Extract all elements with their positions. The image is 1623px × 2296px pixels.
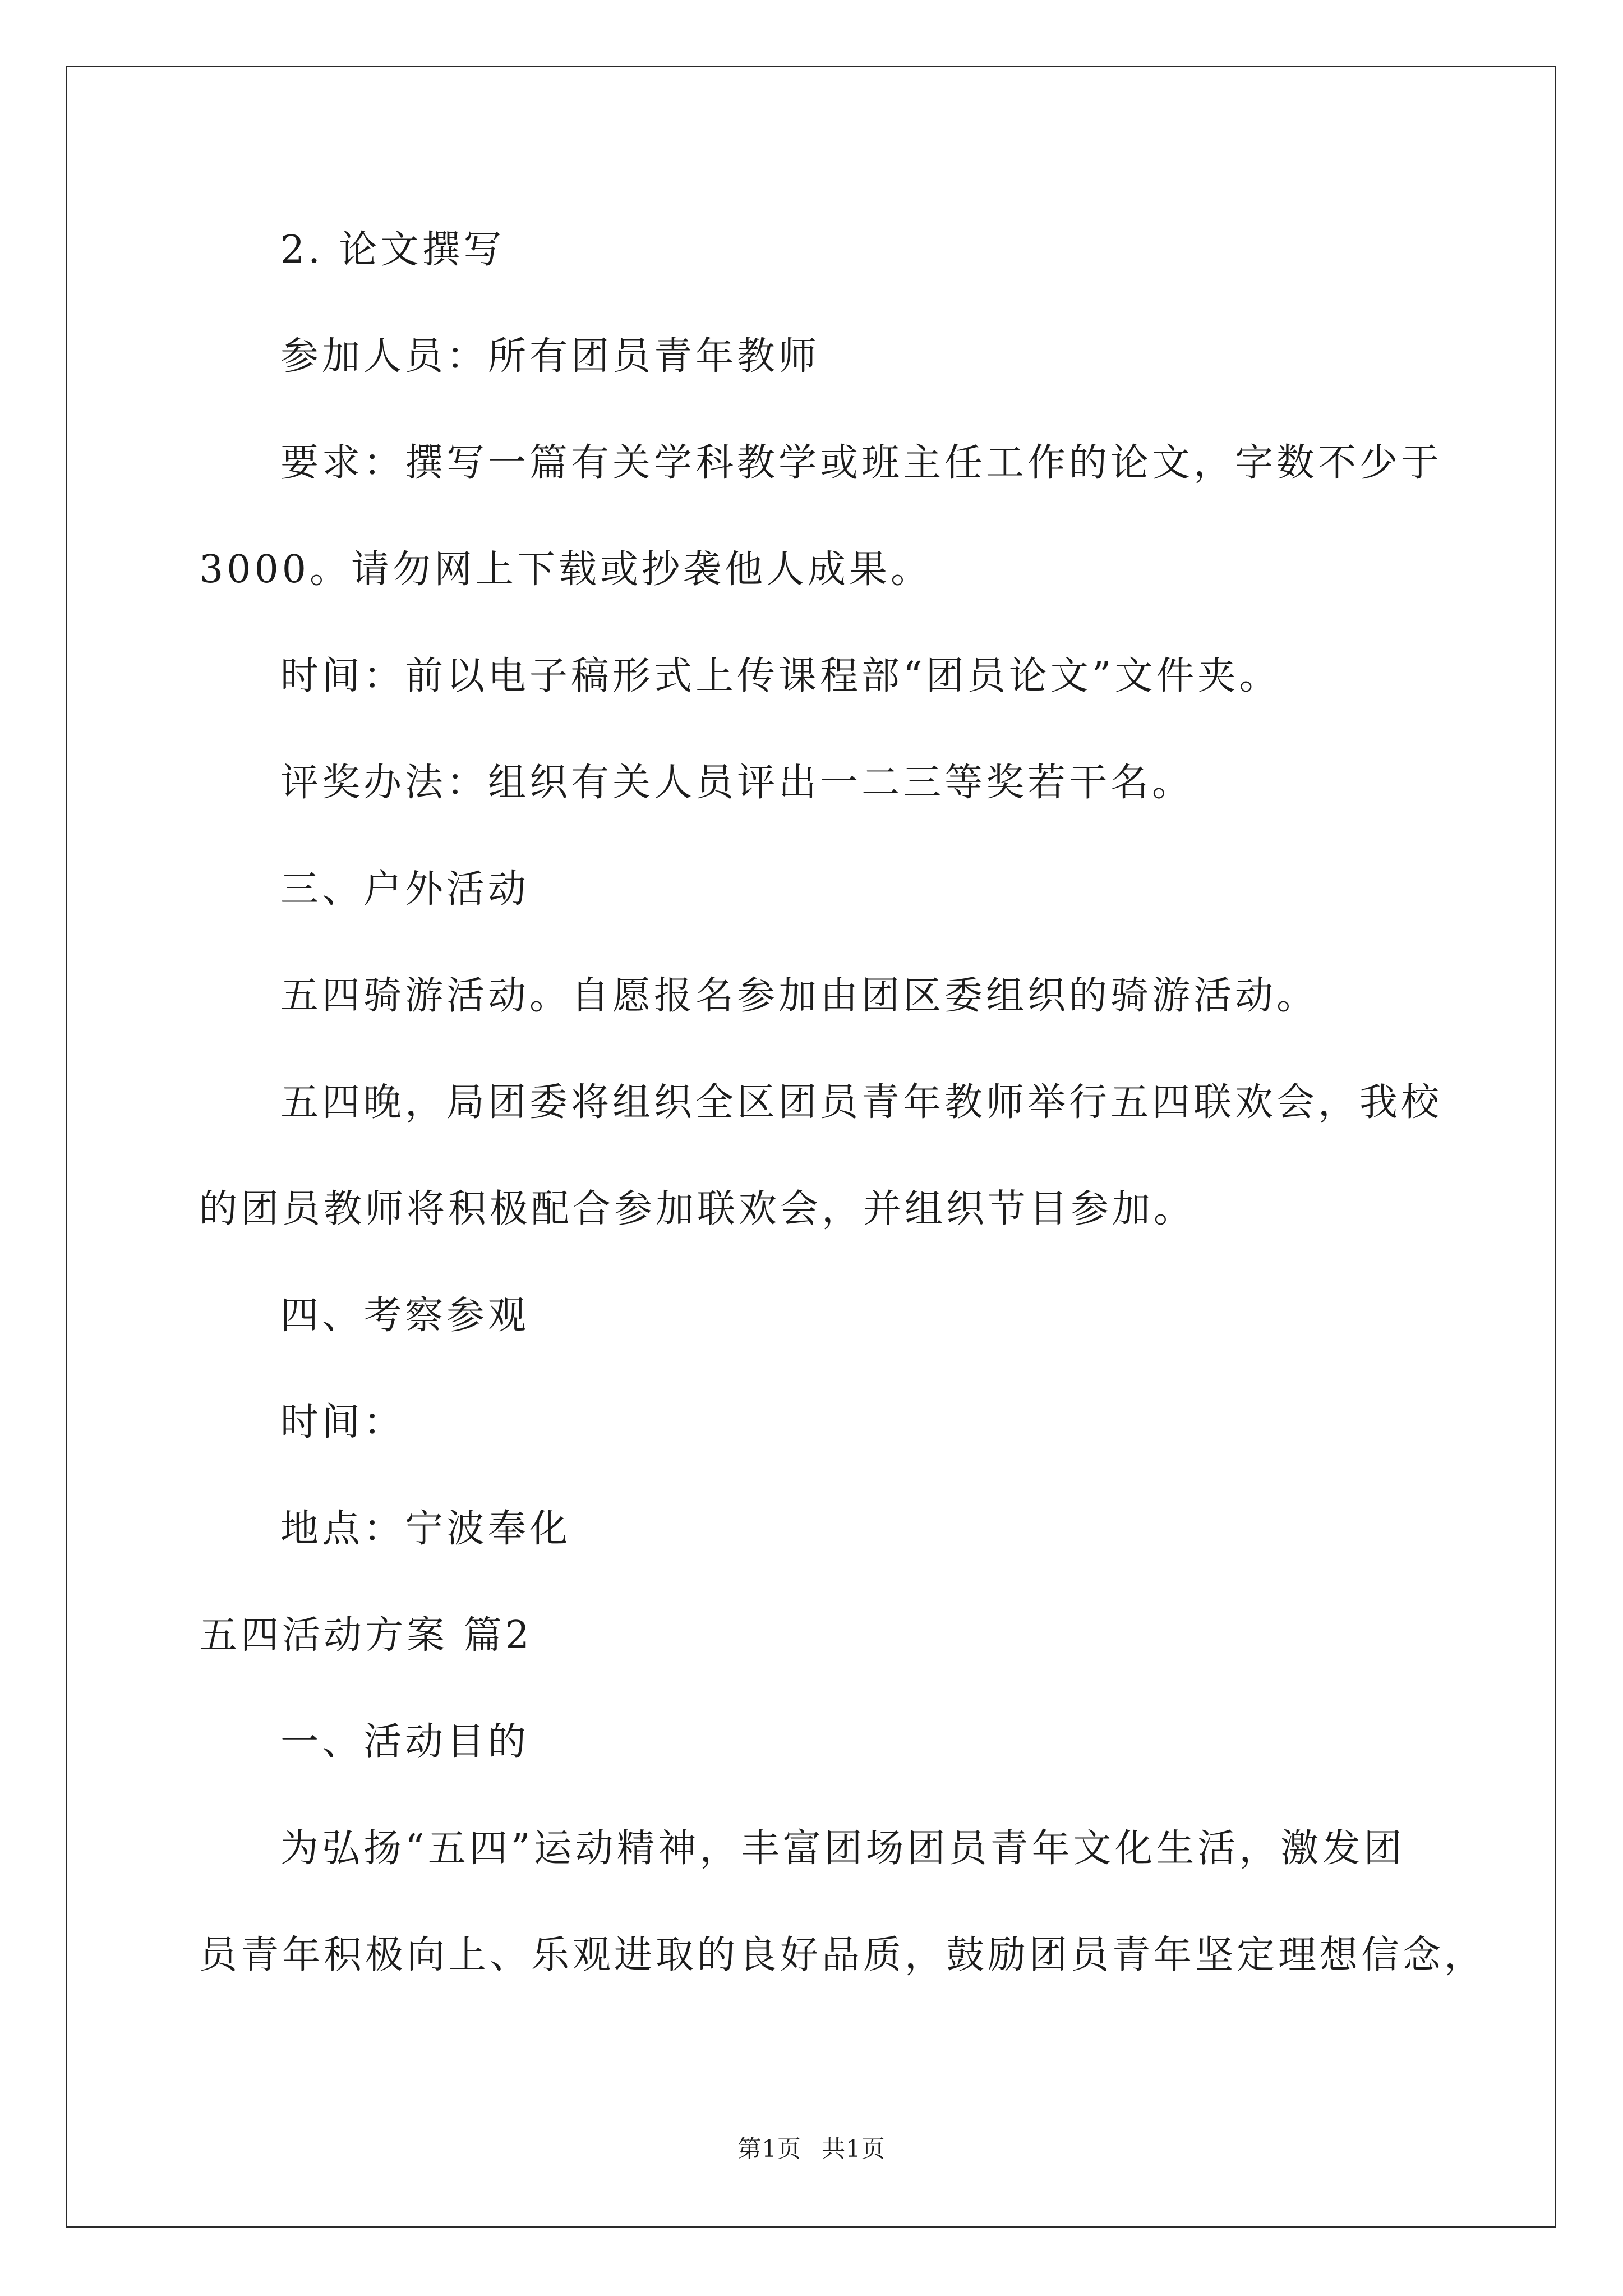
page-number-total: 共1页	[822, 2135, 886, 2162]
text-line: 评奖办法：组织有关人员评出一二三等奖若干名。	[280, 761, 1194, 805]
section-heading: 一、活动目的	[280, 1720, 530, 1764]
section-heading: 三、户外活动	[280, 867, 530, 912]
page-border	[66, 66, 1556, 2228]
text-line: 时间：	[280, 1400, 405, 1444]
text-line: 参加人员：所有团员青年教师	[280, 334, 820, 379]
text-line: 五四晚，局团委将组织全区团员青年教师举行五四联欢会，我校	[280, 1080, 1443, 1125]
text-line: 3000。请勿网上下载或抄袭他人成果。	[199, 547, 933, 592]
text-line: 要求：撰写一篇有关学科教学或班主任工作的论文，字数不少于	[280, 441, 1443, 485]
text-line: 五四骑游活动。自愿报名参加由团区委组织的骑游活动。	[280, 974, 1318, 1018]
text-line: 员青年积极向上、乐观进取的良好品质，鼓励团员青年坚定理想信念，	[199, 1933, 1486, 1977]
text-line: 时间：前以电子稿形式上传课程部“团员论文”文件夹。	[280, 654, 1281, 698]
page-number-current: 第1页	[737, 2135, 801, 2162]
text-line: 的团员教师将积极配合参加联欢会，并组织节目参加。	[199, 1187, 1196, 1231]
text-line: 为弘扬“五四”运动精神，丰富团场团员青年文化生活，激发团	[280, 1826, 1405, 1871]
text-line: 2. 论文撰写	[280, 228, 505, 272]
text-line: 地点：宁波奉化	[280, 1507, 571, 1551]
document-title: 五四活动方案 篇2	[199, 1613, 533, 1658]
page-footer	[0, 2137, 1623, 2161]
section-heading: 四、考察参观	[280, 1294, 530, 1338]
